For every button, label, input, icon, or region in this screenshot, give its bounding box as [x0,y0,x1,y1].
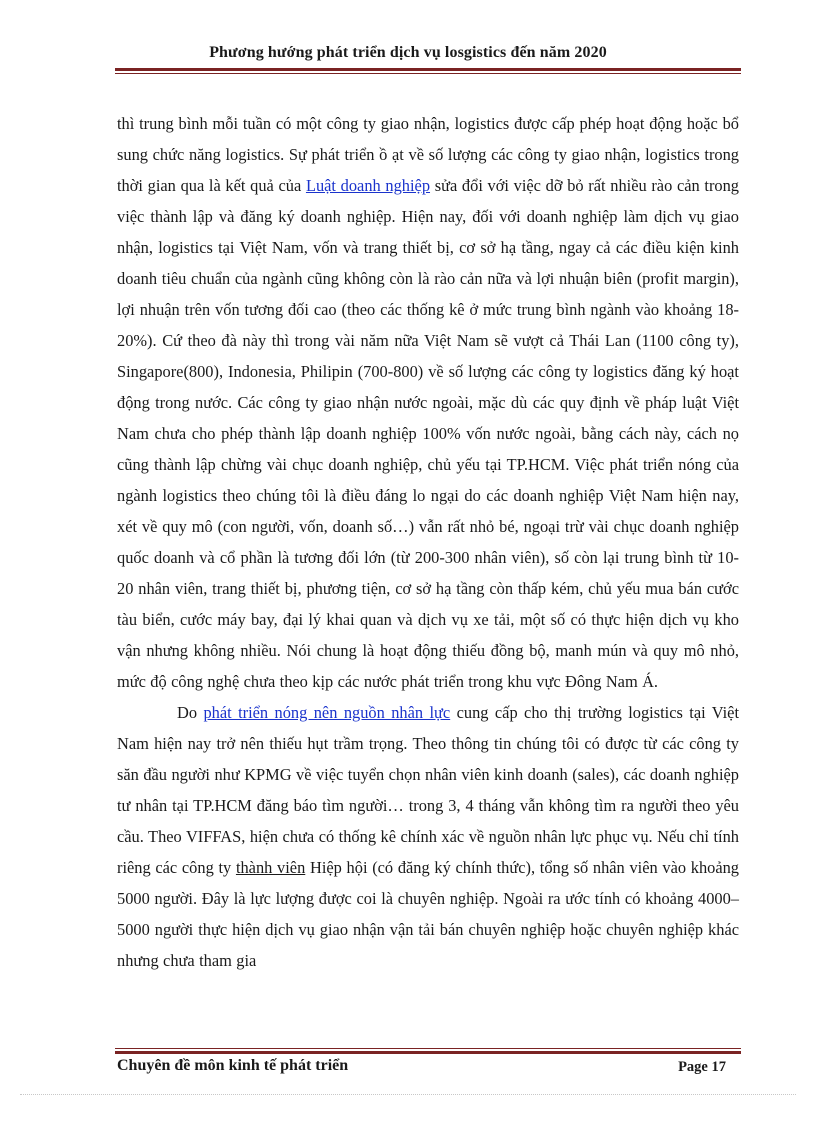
paragraph-2-text-a: Do [177,703,204,722]
paragraph-1 [117,108,739,697]
footer-title: Chuyên đề môn kinh tế phát triển [117,1057,349,1074]
paragraph-2 [117,697,739,976]
footer-rule-thin [115,1048,741,1049]
paragraph-1-text-b: sửa đổi với việc dỡ bỏ rất nhiều rào cản trong việc thành lập và đăng ký doanh nghiệp. Hiện nay, đối với doanh nghiệp làm dịch vụ giao nhận, logistics tại Việt Nam, vốn và trang thiết bị, cơ sở hạ tầng, ngay cả các điều kiện kinh doanh tiêu chuẩn của ngành cũng không còn là rào cản nữa và lợi nhuận biên (profit margin), lợi nhuận trên vốn tương đối cao (theo các thống kê ở mức trung bình ngành vào khoảng 18-20%). Cứ theo đà này thì trong vài năm nữa Việt Nam sẽ vượt cả Thái Lan (1100 công ty), Singapore(800), Indonesia, Philipin (700-800) về số lượng các công ty logistics đăng ký hoạt động trong nước. Các công ty giao nhận nước ngoài, mặc dù các quy định về pháp luật Việt Nam chưa cho phép thành lập doanh nghiệp 100% vốn nước ngoài, bằng cách này, cách nọ cũng thành lập chừng vài chục doanh nghiệp, chủ yếu tại TP.HCM. Việc phát triển nóng của ngành logistics theo chúng tôi là điều đáng lo ngại do các doanh nghiệp Việt Nam hiện nay, xét về quy mô (con người, vốn, doanh số…) vẫn rất nhỏ bé, ngoại trừ vài chục doanh nghiệp quốc doanh và cổ phần là tương đối lớn (từ 200-300 nhân viên), số còn lại trung bình từ 10-20 nhân viên, trang thiết bị, phương tiện, cơ sở hạ tầng còn thấp kém, chủ yếu mua bán cước tàu biển, cước máy bay, đại lý khai quan và dịch vụ xe tải, một số có thực hiện dịch vụ kho vận nhưng không nhiều. Nói chung là hoạt động thiếu đồng bộ, manh mún và quy mô nhỏ, mức độ công nghệ chưa theo kịp các nước phát triển trong khu vực Đông Nam Á. [117,176,739,691]
link-luat-doanh-nghiep[interactable]: Luật doanh nghiệp [305,176,431,195]
paragraph-2-text-b: cung cấp cho thị trường logistics tại Việt Nam hiện nay trở nên thiếu hụt trầm trọng. Theo thông tin chúng tôi có được từ các công ty săn đầu người như KPMG về việc tuyển chọn nhân viên kinh doanh (sales), các doanh nghiệp tư nhân tại TP.HCM đăng báo tìm người… trong 3, 4 tháng vẫn không tìm ra người theo yêu cầu. Theo VIFFAS, hiện chưa có thống kê chính xác về nguồn nhân lực phục vụ. Nếu chỉ tính riêng các công ty [117,703,740,877]
link-nguon-nhan-luc[interactable]: phát triển nóng nên nguồn nhân lực [203,703,451,722]
footer-rule-thick [115,1051,741,1054]
header-rule-thin [115,73,741,74]
paragraph-2-text-c: Hiệp hội (có đăng ký chính thức), tổng số nhân viên vào khoảng 5000 người. Đây là lực lượng được coi là chuyên nghiệp. Ngoài ra ước tính có khoảng 4000–5000 người thực hiện dịch vụ giao nhận vận tải bán chuyên nghiệp hoặc chuyên nghiệp khác nhưng chưa tham gia [117,858,739,970]
page-bottom-divider [20,1094,796,1095]
page-header-title: Phương hướng phát triển dịch vụ losgistics đến năm 2020 [209,44,607,61]
paragraph-1-text-a: thì trung bình mỗi tuần có một công ty giao nhận, logistics được cấp phép hoạt động hoặc bổ sung chức năng logistics. Sự phát triển ồ ạt về số lượng các công ty giao nhận, logistics trong thời gian qua là kết quả của [117,114,739,195]
document-body [117,108,739,976]
header-rule-thick [115,68,741,71]
underlined-thanh-vien: thành viên [235,858,306,877]
page-number: Page 17 [678,1059,726,1075]
